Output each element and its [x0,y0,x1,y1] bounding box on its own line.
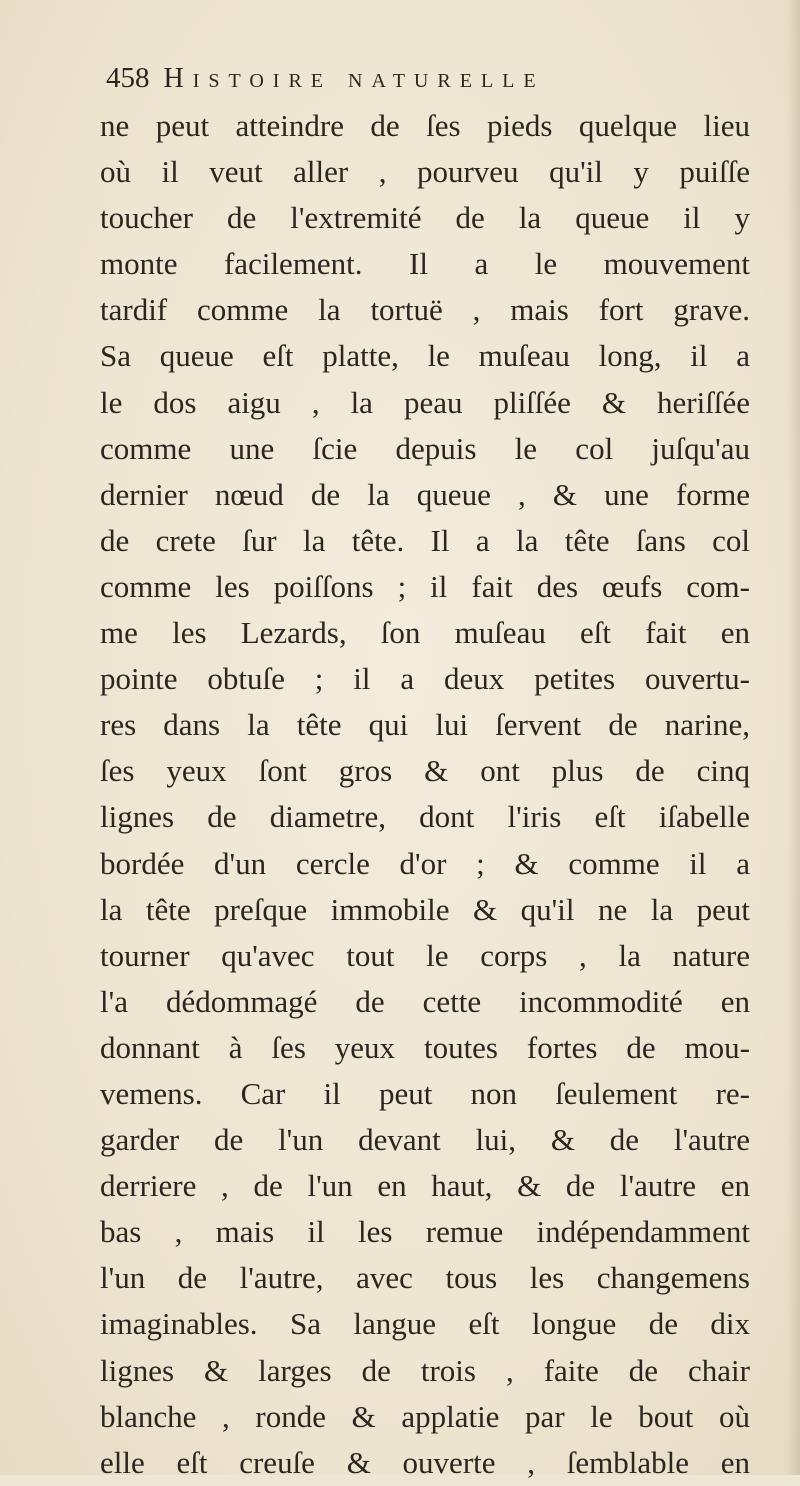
text-line: vemens. Car il peut non ſeulement re- [100,1075,750,1111]
text-line: la tête preſque immobile & qu'il ne la peut [100,891,750,927]
page-header [106,62,686,102]
text-line: Sa queue eſt platte, le muſeau long, il a [100,338,750,374]
text-line: garder de l'un devant lui, & de l'autre [100,1122,750,1158]
text-line: toucher de l'extremité de la queue il y [100,200,750,236]
text-line: donnant à ſes yeux toutes fortes de mou- [100,1029,750,1065]
text-line: ſes yeux ſont gros & ont plus de cinq [100,753,750,789]
text-line: l'a dédommagé de cette incommodité en [100,983,750,1019]
text-line: lignes & larges de trois , faite de chair [100,1352,750,1388]
text-line: bordée d'un cercle d'or ; & comme il a [100,845,750,881]
text-line: bas , mais il les remue indépendamment [100,1214,750,1250]
text-line: monte facilement. Il a le mouvement [100,246,750,282]
text-line: elle eſt creuſe & ouverte , ſemblable en [100,1444,750,1480]
text-line: de crete ſur la tête. Il a la tête ſans col [100,522,750,558]
text-line: blanche , ronde & applatie par le bout où [100,1398,750,1434]
text-line: l'un de l'autre, avec tous les changemens [100,1260,750,1296]
text-line: tardif comme la tortuë , mais fort grave. [100,292,750,328]
running-title: Histoire naturelle [163,63,545,94]
text-line: tourner qu'avec tout le corps , la nature [100,937,750,973]
text-line: où il veut aller , pourveu qu'il y puiſſe [100,154,750,190]
text-body [100,103,750,1486]
page-edge-shadow [786,0,800,1475]
text-line: le dos aigu , la peau pliſſée & heriſſée [100,384,750,420]
text-line: comme les poiſſons ; il fait des œufs com- [100,568,750,604]
text-line: imaginables. Sa langue eſt longue de dix [100,1306,750,1342]
page-number: 458 [106,62,150,94]
text-line: comme une ſcie depuis le col juſqu'au [100,430,750,466]
text-line: res dans la tête qui lui ſervent de narine, [100,707,750,743]
text-line: pointe obtuſe ; il a deux petites ouvertu- [100,661,750,697]
text-line: dernier nœud de la queue , & une forme [100,476,750,512]
text-line: derriere , de l'un en haut, & de l'autre en [100,1168,750,1204]
text-line: lignes de diametre, dont l'iris eſt iſabelle [100,799,750,835]
text-line: ne peut atteindre de ſes pieds quelque lieu [100,108,750,143]
text-line: me les Lezards, ſon muſeau eſt fait en [100,615,750,651]
